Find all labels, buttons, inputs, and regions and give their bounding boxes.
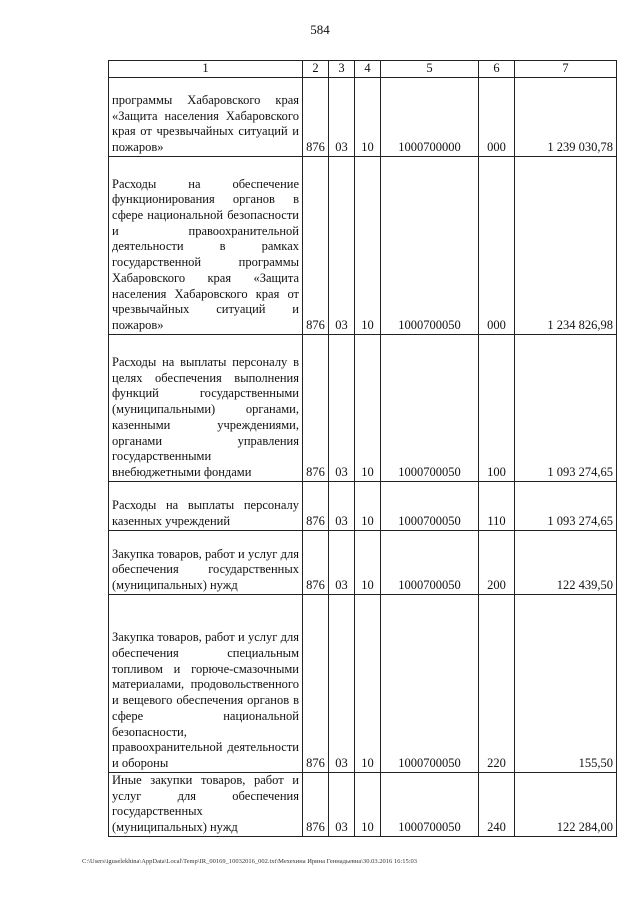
row-subsection-code: 10	[355, 77, 381, 156]
row-ministry-code: 876	[303, 594, 329, 772]
row-subsection-code: 10	[355, 334, 381, 481]
budget-table	[108, 60, 617, 837]
table-row	[109, 772, 617, 836]
row-subsection-code: 10	[355, 594, 381, 772]
page-number: 584	[310, 22, 330, 37]
row-amount: 155,50	[515, 594, 617, 772]
row-expense-type: 100	[479, 334, 515, 481]
row-subsection-code: 10	[355, 530, 381, 594]
table-row	[109, 594, 617, 772]
header-col-7: 7	[515, 61, 617, 78]
row-ministry-code: 876	[303, 772, 329, 836]
header-col-1: 1	[109, 61, 303, 78]
row-amount: 122 284,00	[515, 772, 617, 836]
row-section-code: 03	[329, 77, 355, 156]
header-col-4: 4	[355, 61, 381, 78]
row-name: Расходы на обеспечение функционирования органов в сфере национальной безопасности и правоохранительной деятельности в рамках государственной программы Хабаровского края «Защита населения Хабаровского края от чрезвычайных ситуаций и пожаров»	[109, 156, 303, 334]
header-col-3: 3	[329, 61, 355, 78]
row-target-article: 1000700050	[381, 530, 479, 594]
row-amount: 1 234 826,98	[515, 156, 617, 334]
row-expense-type: 220	[479, 594, 515, 772]
header-col-5: 5	[381, 61, 479, 78]
row-ministry-code: 876	[303, 77, 329, 156]
row-expense-type: 240	[479, 772, 515, 836]
row-section-code: 03	[329, 530, 355, 594]
footer-file-path: C:\Users\iguselekhina\AppData\Local\Temp\IR_00169_10032016_002.txt\Мехехина Ирина Геннадьевна\30.03.2016 16:15:03	[82, 858, 418, 865]
row-ministry-code: 876	[303, 530, 329, 594]
header-col-6: 6	[479, 61, 515, 78]
table-row	[109, 156, 617, 334]
row-subsection-code: 10	[355, 772, 381, 836]
table-row	[109, 77, 617, 156]
row-target-article: 1000700050	[381, 334, 479, 481]
row-name: Расходы на выплаты персоналу казенных учреждений	[109, 481, 303, 530]
table-row	[109, 334, 617, 481]
row-expense-type: 000	[479, 156, 515, 334]
row-amount: 122 439,50	[515, 530, 617, 594]
row-target-article: 1000700000	[381, 77, 479, 156]
row-name: Иные закупки товаров, работ и услуг для обеспечения государственных (муниципальных) нужд	[109, 772, 303, 836]
row-subsection-code: 10	[355, 481, 381, 530]
row-name: программы Хабаровского края «Защита населения Хабаровского края от чрезвычайных ситуаций и пожаров»	[109, 77, 303, 156]
row-section-code: 03	[329, 772, 355, 836]
row-expense-type: 110	[479, 481, 515, 530]
row-amount: 1 239 030,78	[515, 77, 617, 156]
row-section-code: 03	[329, 334, 355, 481]
row-expense-type: 000	[479, 77, 515, 156]
row-target-article: 1000700050	[381, 772, 479, 836]
row-section-code: 03	[329, 594, 355, 772]
row-name: Закупка товаров, работ и услуг для обеспечения специальным топливом и горюче-смазочными материалами, продовольственного и вещевого обеспечения органов в сфере национальной безопасности, правоохранительной деятельности и обороны	[109, 594, 303, 772]
row-name: Закупка товаров, работ и услуг для обеспечения государственных (муниципальных) нужд	[109, 530, 303, 594]
row-ministry-code: 876	[303, 156, 329, 334]
row-subsection-code: 10	[355, 156, 381, 334]
table-row	[109, 481, 617, 530]
row-section-code: 03	[329, 156, 355, 334]
row-ministry-code: 876	[303, 334, 329, 481]
row-ministry-code: 876	[303, 481, 329, 530]
table-row	[109, 530, 617, 594]
row-target-article: 1000700050	[381, 594, 479, 772]
header-col-2: 2	[303, 61, 329, 78]
row-expense-type: 200	[479, 530, 515, 594]
row-amount: 1 093 274,65	[515, 481, 617, 530]
table-header-row	[109, 61, 617, 78]
row-name: Расходы на выплаты персоналу в целях обеспечения выполнения функций государственными (муниципальными) органами, казенными учреждениями, органами управления государственными внебюджетными фондами	[109, 334, 303, 481]
row-target-article: 1000700050	[381, 156, 479, 334]
row-target-article: 1000700050	[381, 481, 479, 530]
row-section-code: 03	[329, 481, 355, 530]
row-amount: 1 093 274,65	[515, 334, 617, 481]
